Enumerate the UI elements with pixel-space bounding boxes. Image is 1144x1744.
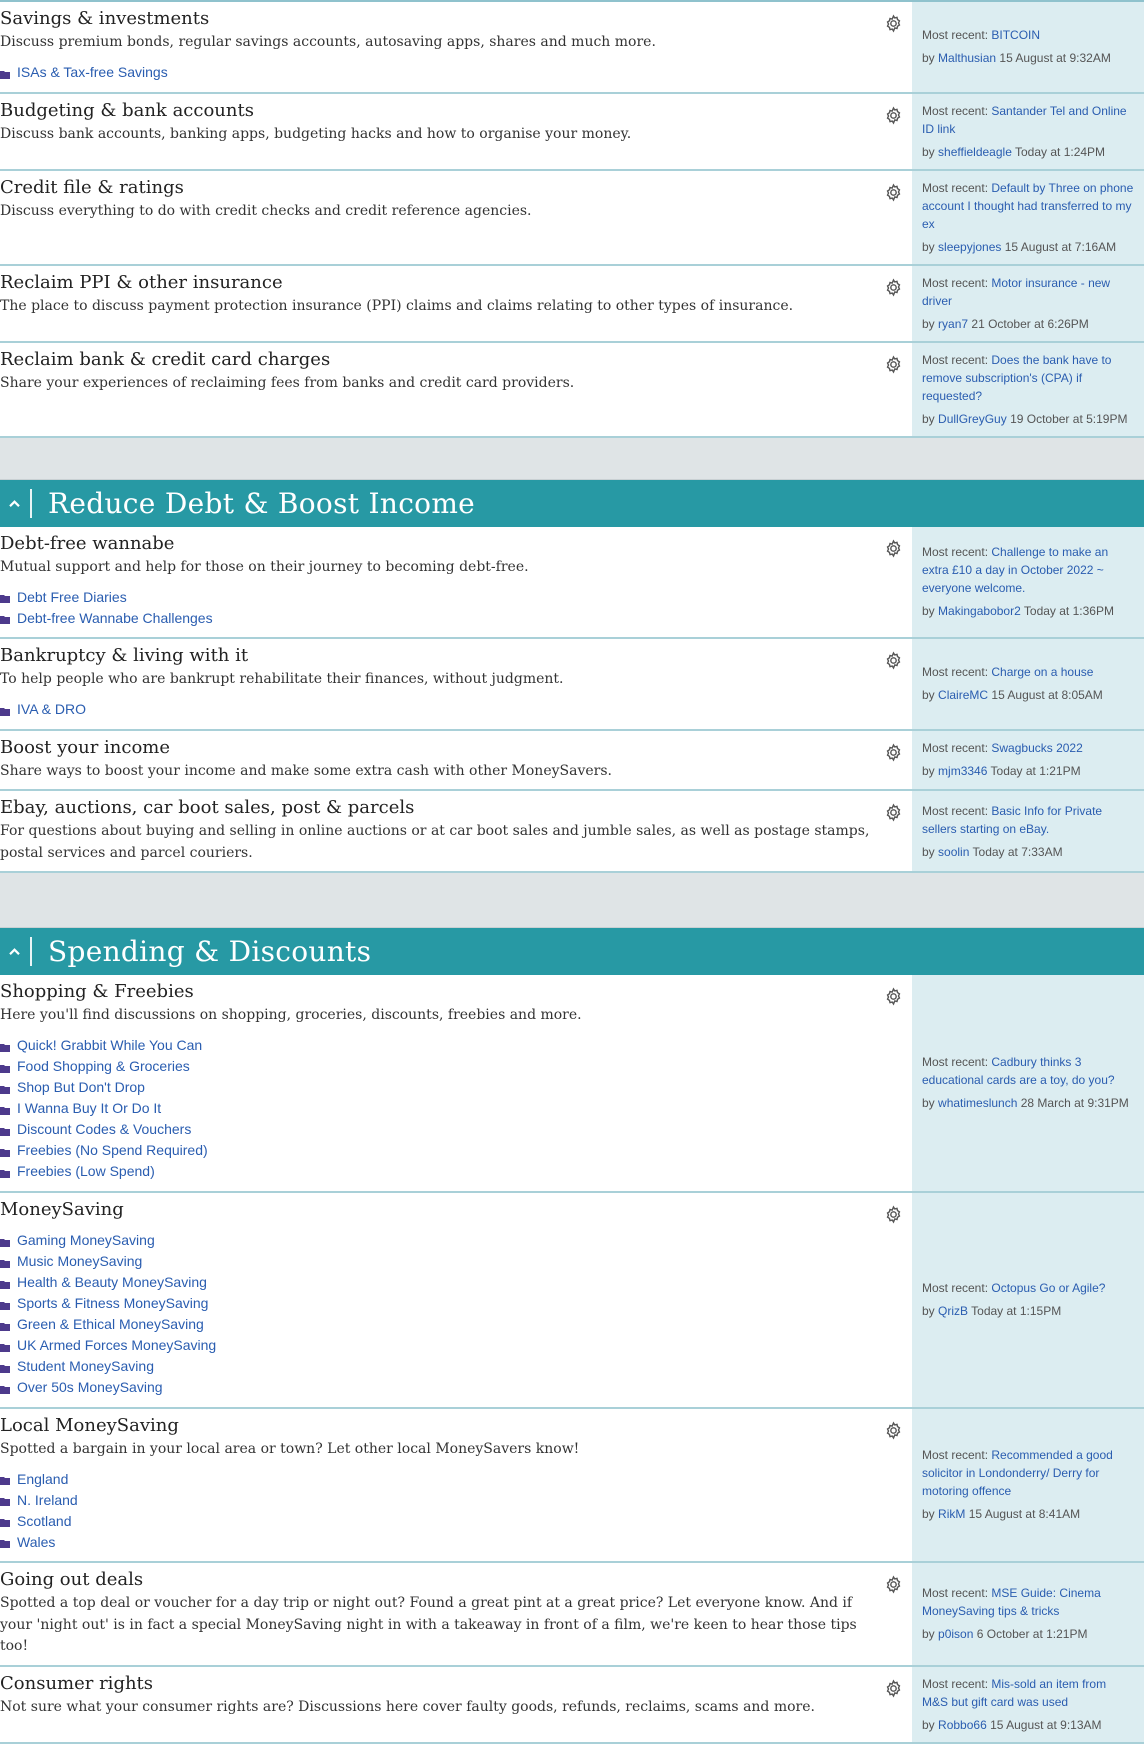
- subforum-label[interactable]: N. Ireland: [17, 1491, 78, 1508]
- by-label: by: [922, 1304, 935, 1318]
- most-recent-panel: [912, 1409, 1144, 1562]
- subforum-link[interactable]: [0, 1056, 872, 1077]
- most-recent-panel: [912, 1193, 1144, 1407]
- subforum-label[interactable]: Scotland: [17, 1512, 72, 1529]
- subforum-link[interactable]: [0, 1077, 872, 1098]
- forum-title-link[interactable]: Reclaim bank & credit card charges: [0, 348, 331, 370]
- forum-description: For questions about buying and selling in online auctions or at car boot sales and jumble sales, as well as postage stamps, postal services and parcel couriers.: [0, 823, 870, 861]
- most-recent-thread-link[interactable]: Basic Info for Private sellers starting on eBay.: [922, 803, 1103, 836]
- forum-info: [0, 343, 912, 436]
- subforum-label[interactable]: Health & Beauty MoneySaving: [17, 1274, 207, 1290]
- gear-icon[interactable]: [884, 1421, 903, 1440]
- by-label: by: [922, 411, 935, 426]
- most-recent-thread-link[interactable]: Cadbury thinks 3 educational cards are a toy, do you?: [922, 1055, 1115, 1088]
- subforum-link[interactable]: [0, 1035, 872, 1056]
- author-link[interactable]: soolin: [938, 844, 970, 859]
- post-time: 15 August at 8:05AM: [991, 688, 1103, 703]
- author-link[interactable]: whatimeslunch: [938, 1096, 1018, 1111]
- subforum-list: [0, 586, 872, 630]
- forum-title-link[interactable]: Boost your income: [0, 736, 171, 758]
- author-link[interactable]: sleepyjones: [938, 239, 1002, 254]
- gear-icon[interactable]: [884, 1205, 903, 1224]
- subforum-label[interactable]: Freebies (Low Spend): [17, 1163, 155, 1179]
- most-recent-label: Most recent:: [922, 28, 989, 43]
- forum-description: Share ways to boost your income and make some extra cash with other MoneySavers.: [0, 762, 612, 779]
- post-time: Today at 1:36PM: [1023, 604, 1114, 619]
- most-recent-line: [922, 663, 1134, 681]
- category-header: [0, 928, 1144, 975]
- folder-icon: [0, 1234, 10, 1242]
- forum-info: [0, 1193, 912, 1407]
- most-recent-panel: [912, 171, 1144, 264]
- forum-title-link[interactable]: Savings & investments: [0, 8, 210, 29]
- gear-icon[interactable]: [884, 183, 903, 202]
- most-recent-author-line: [922, 143, 1134, 161]
- subforum-label[interactable]: Freebies (No Spend Required): [17, 1142, 208, 1158]
- forum-row: [0, 266, 1144, 343]
- forum-row: [0, 94, 1144, 171]
- most-recent-thread-link[interactable]: BITCOIN: [991, 28, 1041, 43]
- most-recent-line: [922, 351, 1134, 405]
- gear-icon[interactable]: [884, 355, 903, 374]
- most-recent-author-line: [922, 762, 1134, 780]
- post-time: 15 August at 9:13AM: [990, 1717, 1102, 1732]
- most-recent-author-line: [922, 843, 1134, 861]
- forum-info: [0, 1667, 912, 1742]
- most-recent-line: [922, 1053, 1134, 1089]
- most-recent-label: Most recent:: [922, 103, 989, 118]
- most-recent-label: Most recent:: [922, 1055, 989, 1070]
- subforum-link[interactable]: [0, 1489, 872, 1510]
- folder-icon: [0, 1535, 10, 1543]
- folder-icon: [0, 1060, 10, 1068]
- by-label: by: [922, 1507, 935, 1522]
- most-recent-line: [922, 802, 1134, 838]
- subforum-label[interactable]: Music MoneySaving: [17, 1253, 143, 1269]
- forum-title-link[interactable]: Local MoneySaving: [0, 1414, 179, 1436]
- author-link[interactable]: ClaireMC: [938, 688, 989, 703]
- gear-icon[interactable]: [884, 651, 903, 670]
- most-recent-panel: [912, 731, 1144, 790]
- most-recent-panel: [912, 527, 1144, 638]
- folder-icon: [0, 1493, 10, 1501]
- folder-icon: [0, 1102, 10, 1110]
- most-recent-line: [922, 1675, 1134, 1711]
- post-time: Today at 1:15PM: [971, 1304, 1062, 1318]
- subforum-label[interactable]: ISAs & Tax-free Savings: [17, 64, 168, 80]
- header-divider: [30, 489, 32, 518]
- category-title[interactable]: Spending & Discounts: [48, 935, 372, 968]
- subforum-link[interactable]: [0, 1468, 872, 1489]
- most-recent-author-line: [922, 1505, 1134, 1523]
- forum-title-link[interactable]: Budgeting & bank accounts: [0, 99, 254, 121]
- folder-icon: [0, 1339, 10, 1347]
- by-label: by: [922, 688, 935, 703]
- subforum-link[interactable]: [0, 699, 872, 720]
- gear-icon[interactable]: [884, 1575, 903, 1594]
- forum-description: Mutual support and help for those on their journey to becoming debt-free.: [0, 558, 529, 575]
- by-label: by: [922, 604, 935, 619]
- forum-info: [0, 266, 912, 341]
- folder-icon: [0, 1255, 10, 1263]
- forum-description: Share your experiences of reclaiming fees from banks and credit card providers.: [0, 374, 575, 391]
- author-link[interactable]: p0ison: [938, 1627, 974, 1642]
- subforum-label[interactable]: Sports & Fitness MoneySaving: [17, 1295, 209, 1311]
- most-recent-label: Most recent:: [922, 741, 989, 756]
- most-recent-author-line: [922, 602, 1134, 620]
- by-label: by: [922, 316, 935, 331]
- most-recent-author-line: [922, 686, 1134, 704]
- subforum-link[interactable]: [0, 1510, 872, 1531]
- forum-row: [0, 1563, 1144, 1667]
- author-link[interactable]: Makingabobor2: [938, 604, 1021, 619]
- forum-title-link[interactable]: Consumer rights: [0, 1672, 154, 1694]
- subforum-link[interactable]: [0, 1161, 872, 1182]
- most-recent-panel: [912, 94, 1144, 169]
- most-recent-line: [922, 1446, 1134, 1500]
- subforum-link[interactable]: [0, 62, 872, 83]
- most-recent-thread-link[interactable]: Charge on a house: [991, 665, 1094, 680]
- by-label: by: [922, 144, 935, 159]
- forum-description: To help people who are bankrupt rehabilitate their finances, without judgment.: [0, 671, 564, 687]
- author-link[interactable]: DullGreyGuy: [938, 411, 1007, 426]
- most-recent-author-line: [922, 1302, 1134, 1320]
- gear-icon[interactable]: [884, 106, 903, 125]
- author-link[interactable]: Robbo66: [938, 1717, 987, 1732]
- post-time: 6 October at 1:21PM: [976, 1627, 1088, 1642]
- gear-icon[interactable]: [884, 278, 903, 297]
- subforum-label[interactable]: UK Armed Forces MoneySaving: [17, 1337, 217, 1353]
- gear-icon[interactable]: [884, 803, 903, 822]
- gear-icon[interactable]: [884, 539, 903, 558]
- author-link[interactable]: Malthusian: [938, 51, 997, 66]
- subforum-link[interactable]: [0, 1251, 872, 1272]
- subforum-label[interactable]: Shop But Don't Drop: [17, 1079, 145, 1095]
- subforum-label[interactable]: Gaming MoneySaving: [17, 1232, 155, 1248]
- forum-description: Not sure what your consumer rights are? Discussions here cover faulty goods, refunds, reclaims, scams and more.: [0, 1698, 815, 1715]
- post-time: Today at 7:33AM: [972, 844, 1063, 859]
- most-recent-label: Most recent:: [922, 1676, 989, 1691]
- most-recent-thread-link[interactable]: Mis-sold an item from M&S but gift card was used: [922, 1676, 1107, 1709]
- most-recent-author-line: [922, 1094, 1134, 1112]
- by-label: by: [922, 239, 935, 254]
- most-recent-line: [922, 543, 1134, 597]
- most-recent-line: [922, 1279, 1134, 1297]
- most-recent-panel: [912, 1667, 1144, 1742]
- forum-description: Spotted a top deal or voucher for a day trip or night out? Found a great pint at a great price? Let everyone know. And if your 'night out' is in fact a special MoneySaving night in with a takeaway in front of a film, we're keen to hear those tips too!: [0, 1595, 857, 1654]
- folder-icon: [0, 611, 10, 619]
- most-recent-line: [922, 26, 1134, 44]
- subforum-link[interactable]: [0, 1140, 872, 1161]
- subforum-link[interactable]: [0, 586, 872, 607]
- most-recent-label: Most recent:: [922, 180, 989, 195]
- categories: [0, 2, 1144, 1744]
- most-recent-author-line: [922, 49, 1134, 67]
- most-recent-panel: [912, 975, 1144, 1191]
- most-recent-label: Most recent:: [922, 803, 989, 818]
- subforum-label[interactable]: Green & Ethical MoneySaving: [17, 1316, 204, 1332]
- most-recent-line: [922, 739, 1134, 757]
- forum-row: [0, 1193, 1144, 1409]
- most-recent-panel: [912, 639, 1144, 729]
- subforum-link[interactable]: [0, 1531, 872, 1552]
- subforum-label[interactable]: Wales: [17, 1533, 56, 1550]
- most-recent-label: Most recent:: [922, 1586, 989, 1601]
- most-recent-panel: [912, 2, 1144, 92]
- subforum-list: [0, 62, 872, 85]
- author-link[interactable]: RikM: [938, 1507, 966, 1522]
- most-recent-thread-link[interactable]: Recommended a good solicitor in Londonderry/ Derry for motoring offence: [922, 1448, 1113, 1499]
- forum-info: [0, 527, 912, 638]
- forum-row: [0, 2, 1144, 94]
- post-time: 15 August at 7:16AM: [1004, 239, 1117, 254]
- subforum-link[interactable]: [0, 1272, 872, 1293]
- most-recent-panel: [912, 1563, 1144, 1665]
- most-recent-thread-link[interactable]: MSE Guide: Cinema MoneySaving tips & tricks: [922, 1586, 1101, 1619]
- subforum-label[interactable]: Debt Free Diaries: [17, 588, 127, 605]
- most-recent-label: Most recent:: [922, 545, 989, 560]
- most-recent-label: Most recent:: [922, 1448, 989, 1463]
- collapse-chevron-icon[interactable]: [0, 480, 28, 527]
- most-recent-label: Most recent:: [922, 275, 989, 290]
- subforum-label[interactable]: Over 50s MoneySaving: [17, 1379, 163, 1395]
- subforum-link[interactable]: [0, 1098, 872, 1119]
- by-label: by: [922, 764, 935, 779]
- subforum-label[interactable]: Food Shopping & Groceries: [17, 1058, 190, 1074]
- gear-icon[interactable]: [884, 14, 903, 33]
- most-recent-line: [922, 274, 1134, 310]
- category-header: [0, 480, 1144, 527]
- forum-title-link[interactable]: Bankruptcy & living with it: [0, 645, 249, 666]
- forum-info: [0, 639, 912, 729]
- forum-row: [0, 1667, 1144, 1744]
- folder-icon: [0, 703, 10, 711]
- most-recent-author-line: [922, 410, 1134, 428]
- most-recent-author-line: [922, 1716, 1134, 1734]
- author-link[interactable]: QrizB: [938, 1304, 969, 1318]
- forum-info: [0, 975, 912, 1191]
- most-recent-thread-link[interactable]: Santander Tel and Online ID link: [922, 103, 1127, 136]
- most-recent-panel: [912, 791, 1144, 871]
- most-recent-thread-link[interactable]: Default by Three on phone account I thought had transferred to my ex: [922, 180, 1134, 231]
- forum-row: [0, 1409, 1144, 1564]
- subforum-label[interactable]: Debt-free Wannabe Challenges: [17, 609, 213, 626]
- subforum-list: [0, 1035, 872, 1184]
- forum-description: Spotted a bargain in your local area or town? Let other local MoneySavers know!: [0, 1440, 580, 1457]
- forum-info: [0, 171, 912, 264]
- folder-icon: [0, 66, 10, 74]
- by-label: by: [922, 844, 935, 859]
- subforum-link[interactable]: [0, 607, 872, 628]
- subforum-label[interactable]: Student MoneySaving: [17, 1358, 154, 1374]
- author-link[interactable]: ryan7: [938, 316, 969, 331]
- forum-row: [0, 171, 1144, 266]
- forum-title-link[interactable]: Shopping & Freebies: [0, 981, 194, 1002]
- forum-description: Here you'll find discussions on shopping, groceries, discounts, freebies and more.: [0, 1007, 582, 1023]
- most-recent-panel: [912, 343, 1144, 436]
- post-time: 28 March at 9:31PM: [1020, 1096, 1129, 1111]
- post-time: 21 October at 6:26PM: [971, 316, 1089, 331]
- gear-icon[interactable]: [884, 987, 903, 1006]
- forum-row: [0, 527, 1144, 640]
- forum-title-link[interactable]: Going out deals: [0, 1569, 144, 1590]
- by-label: by: [922, 1717, 935, 1732]
- forum-row: [0, 639, 1144, 731]
- subforum-link[interactable]: [0, 1377, 872, 1398]
- by-label: by: [922, 51, 935, 66]
- subforum-list: [0, 1230, 872, 1400]
- most-recent-thread-link[interactable]: Motor insurance - new driver: [922, 275, 1111, 308]
- folder-icon: [0, 1514, 10, 1522]
- post-time: Today at 1:24PM: [1015, 144, 1106, 159]
- forum-info: [0, 2, 912, 92]
- subforum-link[interactable]: [0, 1230, 872, 1251]
- most-recent-panel: [912, 266, 1144, 341]
- most-recent-line: [922, 102, 1134, 138]
- forum-title-link[interactable]: Debt-free wannabe: [0, 532, 175, 554]
- section-spacer: [0, 438, 1144, 480]
- forum-description: Discuss premium bonds, regular savings accounts, autosaving apps, shares and much more.: [0, 34, 656, 50]
- header-divider: [30, 937, 32, 966]
- forum-info: [0, 731, 912, 790]
- subforum-label[interactable]: IVA & DRO: [17, 701, 86, 717]
- subforum-list: [0, 699, 872, 722]
- folder-icon: [0, 1472, 10, 1480]
- folder-icon: [0, 1381, 10, 1389]
- folder-icon: [0, 1165, 10, 1173]
- forum-row: [0, 791, 1144, 873]
- post-time: 15 August at 9:32AM: [999, 51, 1111, 66]
- forum-row: [0, 731, 1144, 792]
- forum-title-link[interactable]: Credit file & ratings: [0, 176, 184, 198]
- forum-title-link[interactable]: Ebay, auctions, car boot sales, post & parcels: [0, 797, 415, 818]
- subforum-link[interactable]: [0, 1356, 872, 1377]
- author-link[interactable]: sheffieldeagle: [938, 144, 1012, 159]
- most-recent-thread-link[interactable]: Octopus Go or Agile?: [991, 1281, 1106, 1295]
- gear-icon[interactable]: [884, 1679, 903, 1698]
- forum-title-link[interactable]: MoneySaving: [0, 1198, 124, 1220]
- author-link[interactable]: mjm3346: [938, 764, 988, 779]
- subforum-label[interactable]: Quick! Grabbit While You Can: [17, 1037, 203, 1053]
- folder-icon: [0, 1360, 10, 1368]
- folder-icon: [0, 1081, 10, 1089]
- by-label: by: [922, 1627, 935, 1642]
- forum-title-link[interactable]: Reclaim PPI & other insurance: [0, 271, 283, 293]
- subforum-list: [0, 1468, 872, 1554]
- forum-info: [0, 1409, 912, 1562]
- subforum-label[interactable]: Discount Codes & Vouchers: [17, 1121, 192, 1137]
- most-recent-label: Most recent:: [922, 1281, 989, 1295]
- most-recent-author-line: [922, 238, 1134, 256]
- post-time: 15 August at 8:41AM: [968, 1507, 1081, 1522]
- folder-icon: [0, 1297, 10, 1305]
- forum-description: Discuss bank accounts, banking apps, budgeting hacks and how to organise your money.: [0, 125, 632, 142]
- most-recent-label: Most recent:: [922, 665, 989, 680]
- folder-icon: [0, 1318, 10, 1326]
- forum-row: [0, 975, 1144, 1193]
- forum-info: [0, 791, 912, 871]
- folder-icon: [0, 590, 10, 598]
- post-time: Today at 1:21PM: [990, 764, 1081, 779]
- by-label: by: [922, 1096, 935, 1111]
- category-title[interactable]: Reduce Debt & Boost Income: [48, 486, 476, 520]
- most-recent-author-line: [922, 1625, 1134, 1643]
- forum-description: The place to discuss payment protection insurance (PPI) claims and claims relating to other types of insurance.: [0, 297, 794, 314]
- most-recent-thread-link[interactable]: Challenge to make an extra £10 a day in October 2022 ~ everyone welcome.: [922, 545, 1109, 596]
- subforum-label[interactable]: England: [17, 1470, 69, 1487]
- forum-description: Discuss everything to do with credit checks and credit reference agencies.: [0, 202, 532, 219]
- most-recent-line: [922, 1584, 1134, 1620]
- most-recent-thread-link[interactable]: Does the bank have to remove subscription's (CPA) if requested?: [922, 352, 1112, 403]
- folder-icon: [0, 1144, 10, 1152]
- folder-icon: [0, 1276, 10, 1284]
- forum-info: [0, 1563, 912, 1665]
- most-recent-thread-link[interactable]: Swagbucks 2022: [991, 741, 1083, 756]
- folder-icon: [0, 1039, 10, 1047]
- gear-icon[interactable]: [884, 743, 903, 762]
- subforum-link[interactable]: [0, 1119, 872, 1140]
- most-recent-author-line: [922, 315, 1134, 333]
- section-spacer: [0, 873, 1144, 928]
- forum-row: [0, 343, 1144, 438]
- subforum-link[interactable]: [0, 1335, 872, 1356]
- post-time: 19 October at 5:19PM: [1010, 411, 1128, 426]
- subforum-link[interactable]: [0, 1314, 872, 1335]
- forum-info: [0, 94, 912, 169]
- subforum-label[interactable]: I Wanna Buy It Or Do It: [17, 1100, 162, 1116]
- most-recent-label: Most recent:: [922, 352, 989, 367]
- folder-icon: [0, 1123, 10, 1131]
- collapse-chevron-icon[interactable]: [0, 928, 28, 975]
- subforum-link[interactable]: [0, 1293, 872, 1314]
- most-recent-line: [922, 179, 1134, 233]
